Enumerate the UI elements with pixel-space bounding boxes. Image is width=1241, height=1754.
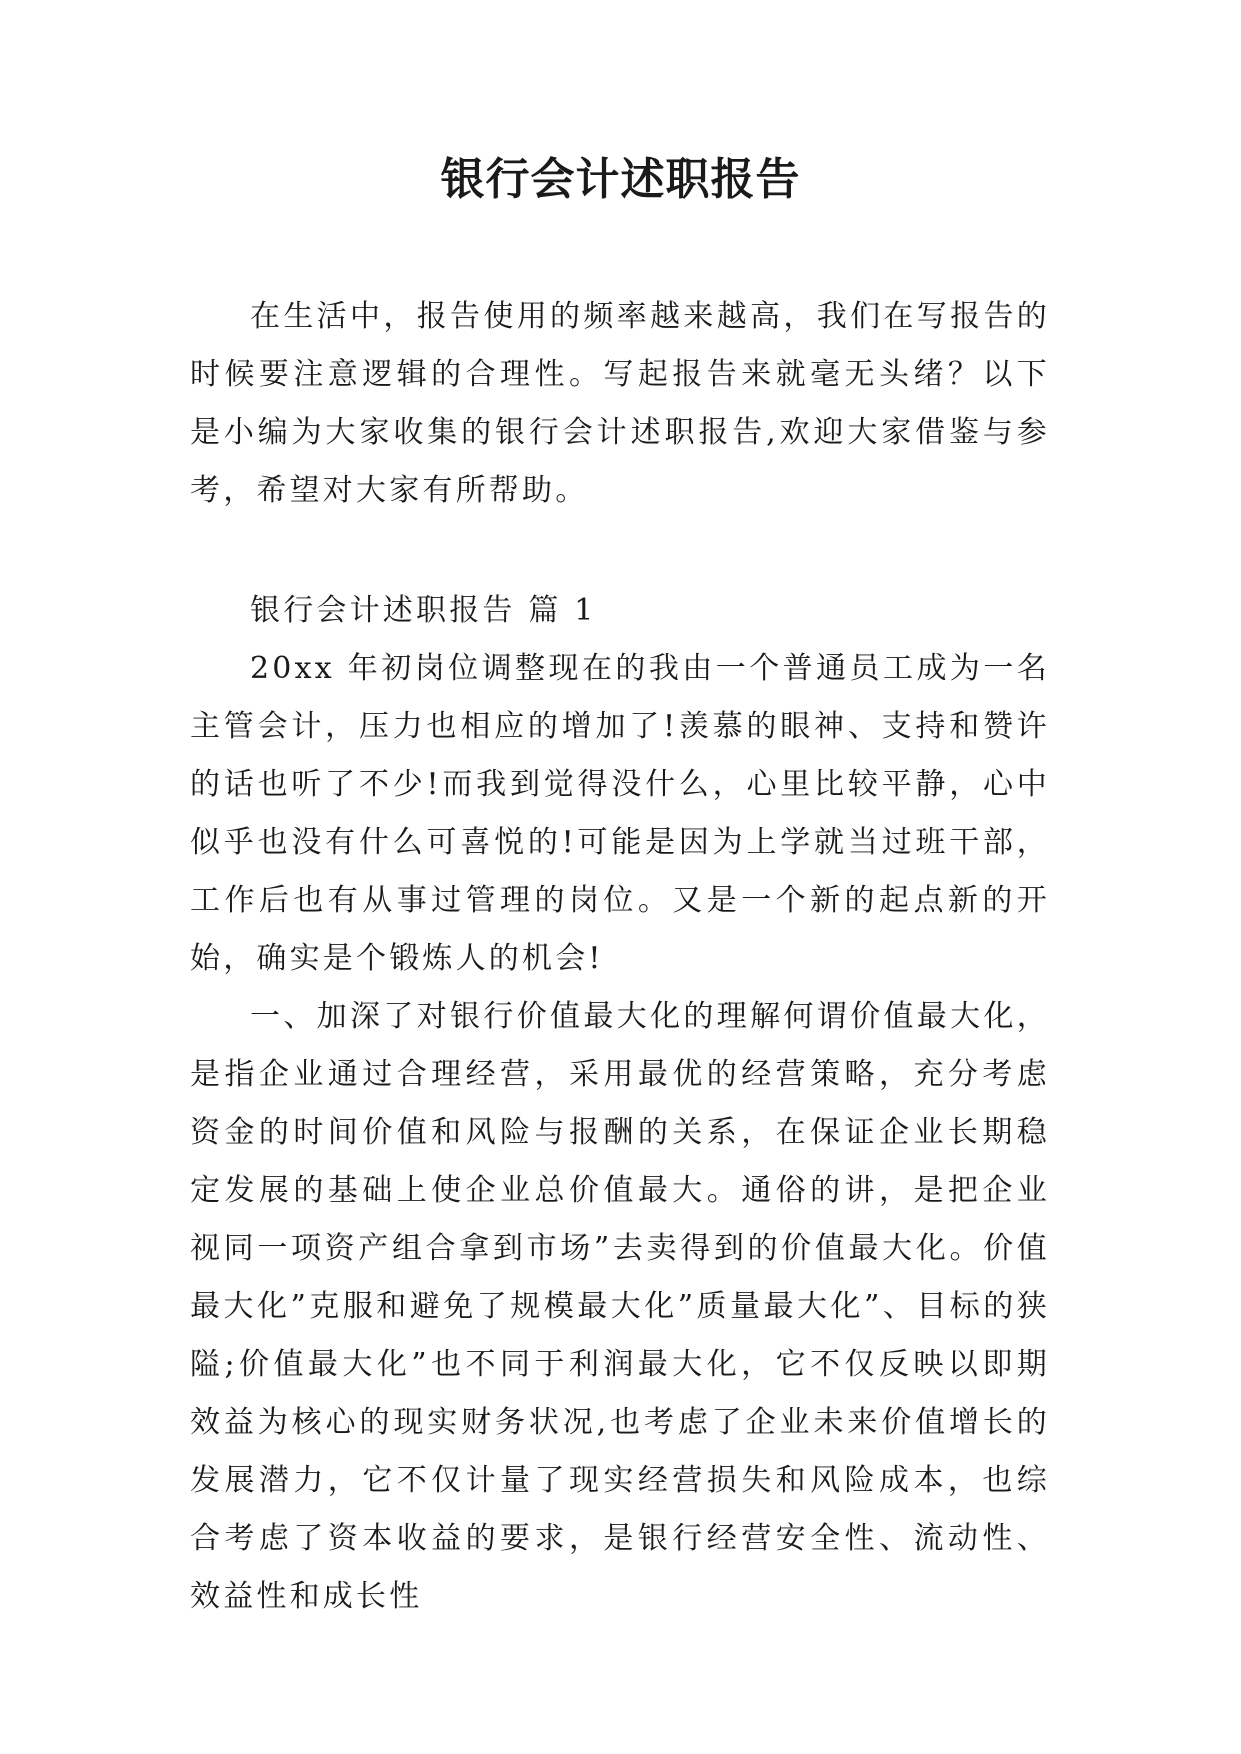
document-title: 银行会计述职报告: [440, 154, 801, 205]
section-heading: 银行会计述职报告 篇 1: [250, 593, 597, 628]
body-paragraph-2: 一、加深了对银行价值最大化的理解何谓价值最大化，是指企业通过合理经营，采用最优的经营策略，充分考虑资金的时间价值和风险与报酬的关系，在保证企业长期稳定发展的基础上使企业总价值最大。通俗的讲，是把企业视同一项资产组合拿到市场”去卖得到的价值最大化。价值最大化”克服和避免了规模最大化”质量最大化”、目标的狭隘;价值最大化”也不同于利润最大化，它不仅反映以即期效益为核心的现实财务状况,也考虑了企业未来价值增长的发展潜力，它不仅计量了现实经营损失和风险成本，也综合考虑了资本收益的要求，是银行经营安全性、流动性、效益性和成长性: [190, 999, 1050, 1614]
body-paragraph-1: 20xx 年初岗位调整现在的我由一个普通员工成为一名主管会计，压力也相应的增加了!羡慕的眼神、支持和赞许的话也听了不少!而我到觉得没什么，心里比较平静，心中似乎也没有什么可喜悦的!可能是因为上学就当过班干部，工作后也有从事过管理的岗位。又是一个新的起点新的开始，确实是个锻炼人的机会!: [190, 651, 1050, 976]
intro-paragraph: 在生活中，报告使用的频率越来越高，我们在写报告的时候要注意逻辑的合理性。写起报告来就毫无头绪？以下是小编为大家收集的银行会计述职报告,欢迎大家借鉴与参考，希望对大家有所帮助。: [190, 299, 1050, 508]
